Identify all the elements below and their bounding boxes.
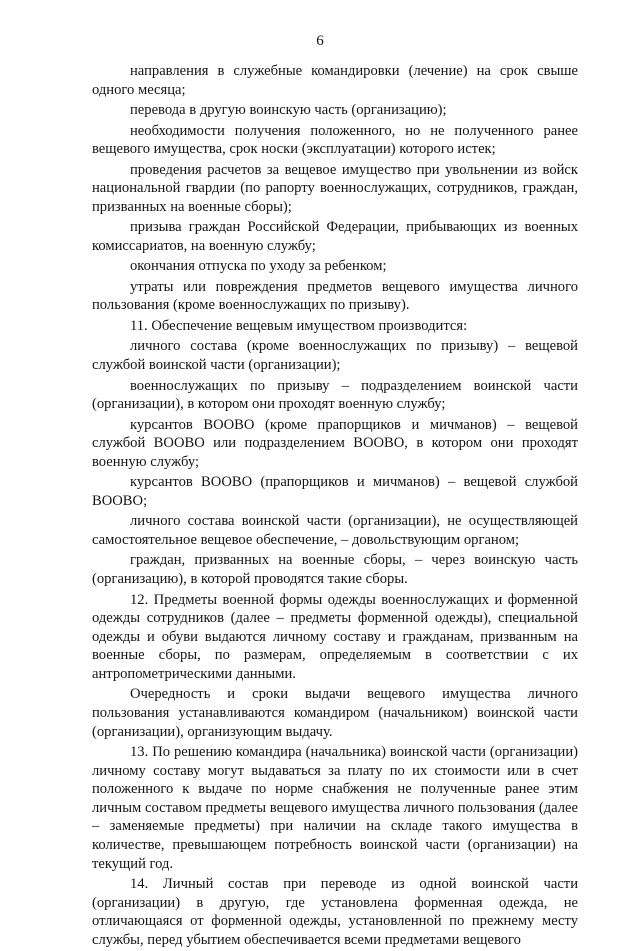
paragraph: утраты или повреждения предметов вещевого имущества личного пользования (кроме военнослужащих по призыву). — [92, 278, 578, 314]
paragraph: военнослужащих по призыву – подразделением воинской части (организации), в котором они проходят военную службу; — [92, 377, 578, 413]
section-13-paragraph: 13. По решению командира (начальника) воинской части (организации) личному составу могут выдаваться за плату по их стоимости или в счет положенного к выдаче по норме снабжения не полученные ранее этим личным составом предметы вещевого имущества личного пользования (далее – заменяемые предметы) при наличии на складе такого имущества в количестве, превышающем потребность воинской части (организации) на текущий год. — [92, 744, 578, 872]
section-12-paragraph: 12. Предметы военной формы одежды военнослужащих и форменной одежды сотрудников (далее – предметы форменной одежды), специальной одежды и обуви выдаются личному составу и гражданам, призванным на военные сборы, по размерам, определяемым в соответствии с их антропометрическими данными. — [92, 591, 578, 682]
section-11-heading: 11. Обеспечение вещевым имуществом производится: — [130, 317, 468, 334]
paragraph: Очередность и сроки выдачи вещевого имущества личного пользования устанавливаются командиром (начальником) воинской части (организации), организующим выдачу. — [92, 686, 578, 740]
paragraph: призыва граждан Российской Федерации, прибывающих из военных комиссариатов, на военную службу; — [92, 219, 578, 254]
paragraph: личного состава (кроме военнослужащих по призыву) – вещевой службой воинской части (организации); — [92, 338, 578, 374]
paragraph: проведения расчетов за вещевое имущество при увольнении из войск национальной гвардии (по рапорту военнослужащих, сотрудников, граждан, призванных на военные сборы); — [92, 161, 578, 215]
document-body — [92, 62, 578, 951]
paragraph: личного состава воинской части (организации), не осуществляющей самостоятельное вещевое обеспечение, – довольствующим органом; — [92, 513, 578, 548]
paragraph: курсантов ВООВО (кроме прапорщиков и мичманов) – вещевой службой ВООВО или подразделением ВООВО, в котором они проходят военную службу; — [92, 416, 578, 470]
paragraph: необходимости получения положенного, но не полученного ранее вещевого имущества, срок носки (эксплуатации) которого истек; — [92, 122, 578, 158]
paragraph: курсантов ВООВО (прапорщиков и мичманов) – вещевой службой ВООВО; — [92, 474, 578, 509]
page-number: 6 — [316, 33, 324, 49]
paragraph: окончания отпуска по уходу за ребенком; — [130, 258, 387, 275]
paragraph: перевода в другую воинскую часть (организацию); — [130, 102, 447, 119]
paragraph: граждан, призванных на военные сборы, – через воинскую часть (организацию), в которой проводятся такие сборы. — [92, 552, 578, 588]
section-14-paragraph: 14. Личный состав при переводе из одной воинской части (организации) в другую, где установлена форменная одежда, не отличающаяся от форменной одежды, установленной по прежнему месту службы, перед убытием обеспечивается всеми предметами вещевого — [92, 876, 578, 948]
paragraph: направления в служебные командировки (лечение) на срок свыше одного месяца; — [92, 63, 578, 98]
